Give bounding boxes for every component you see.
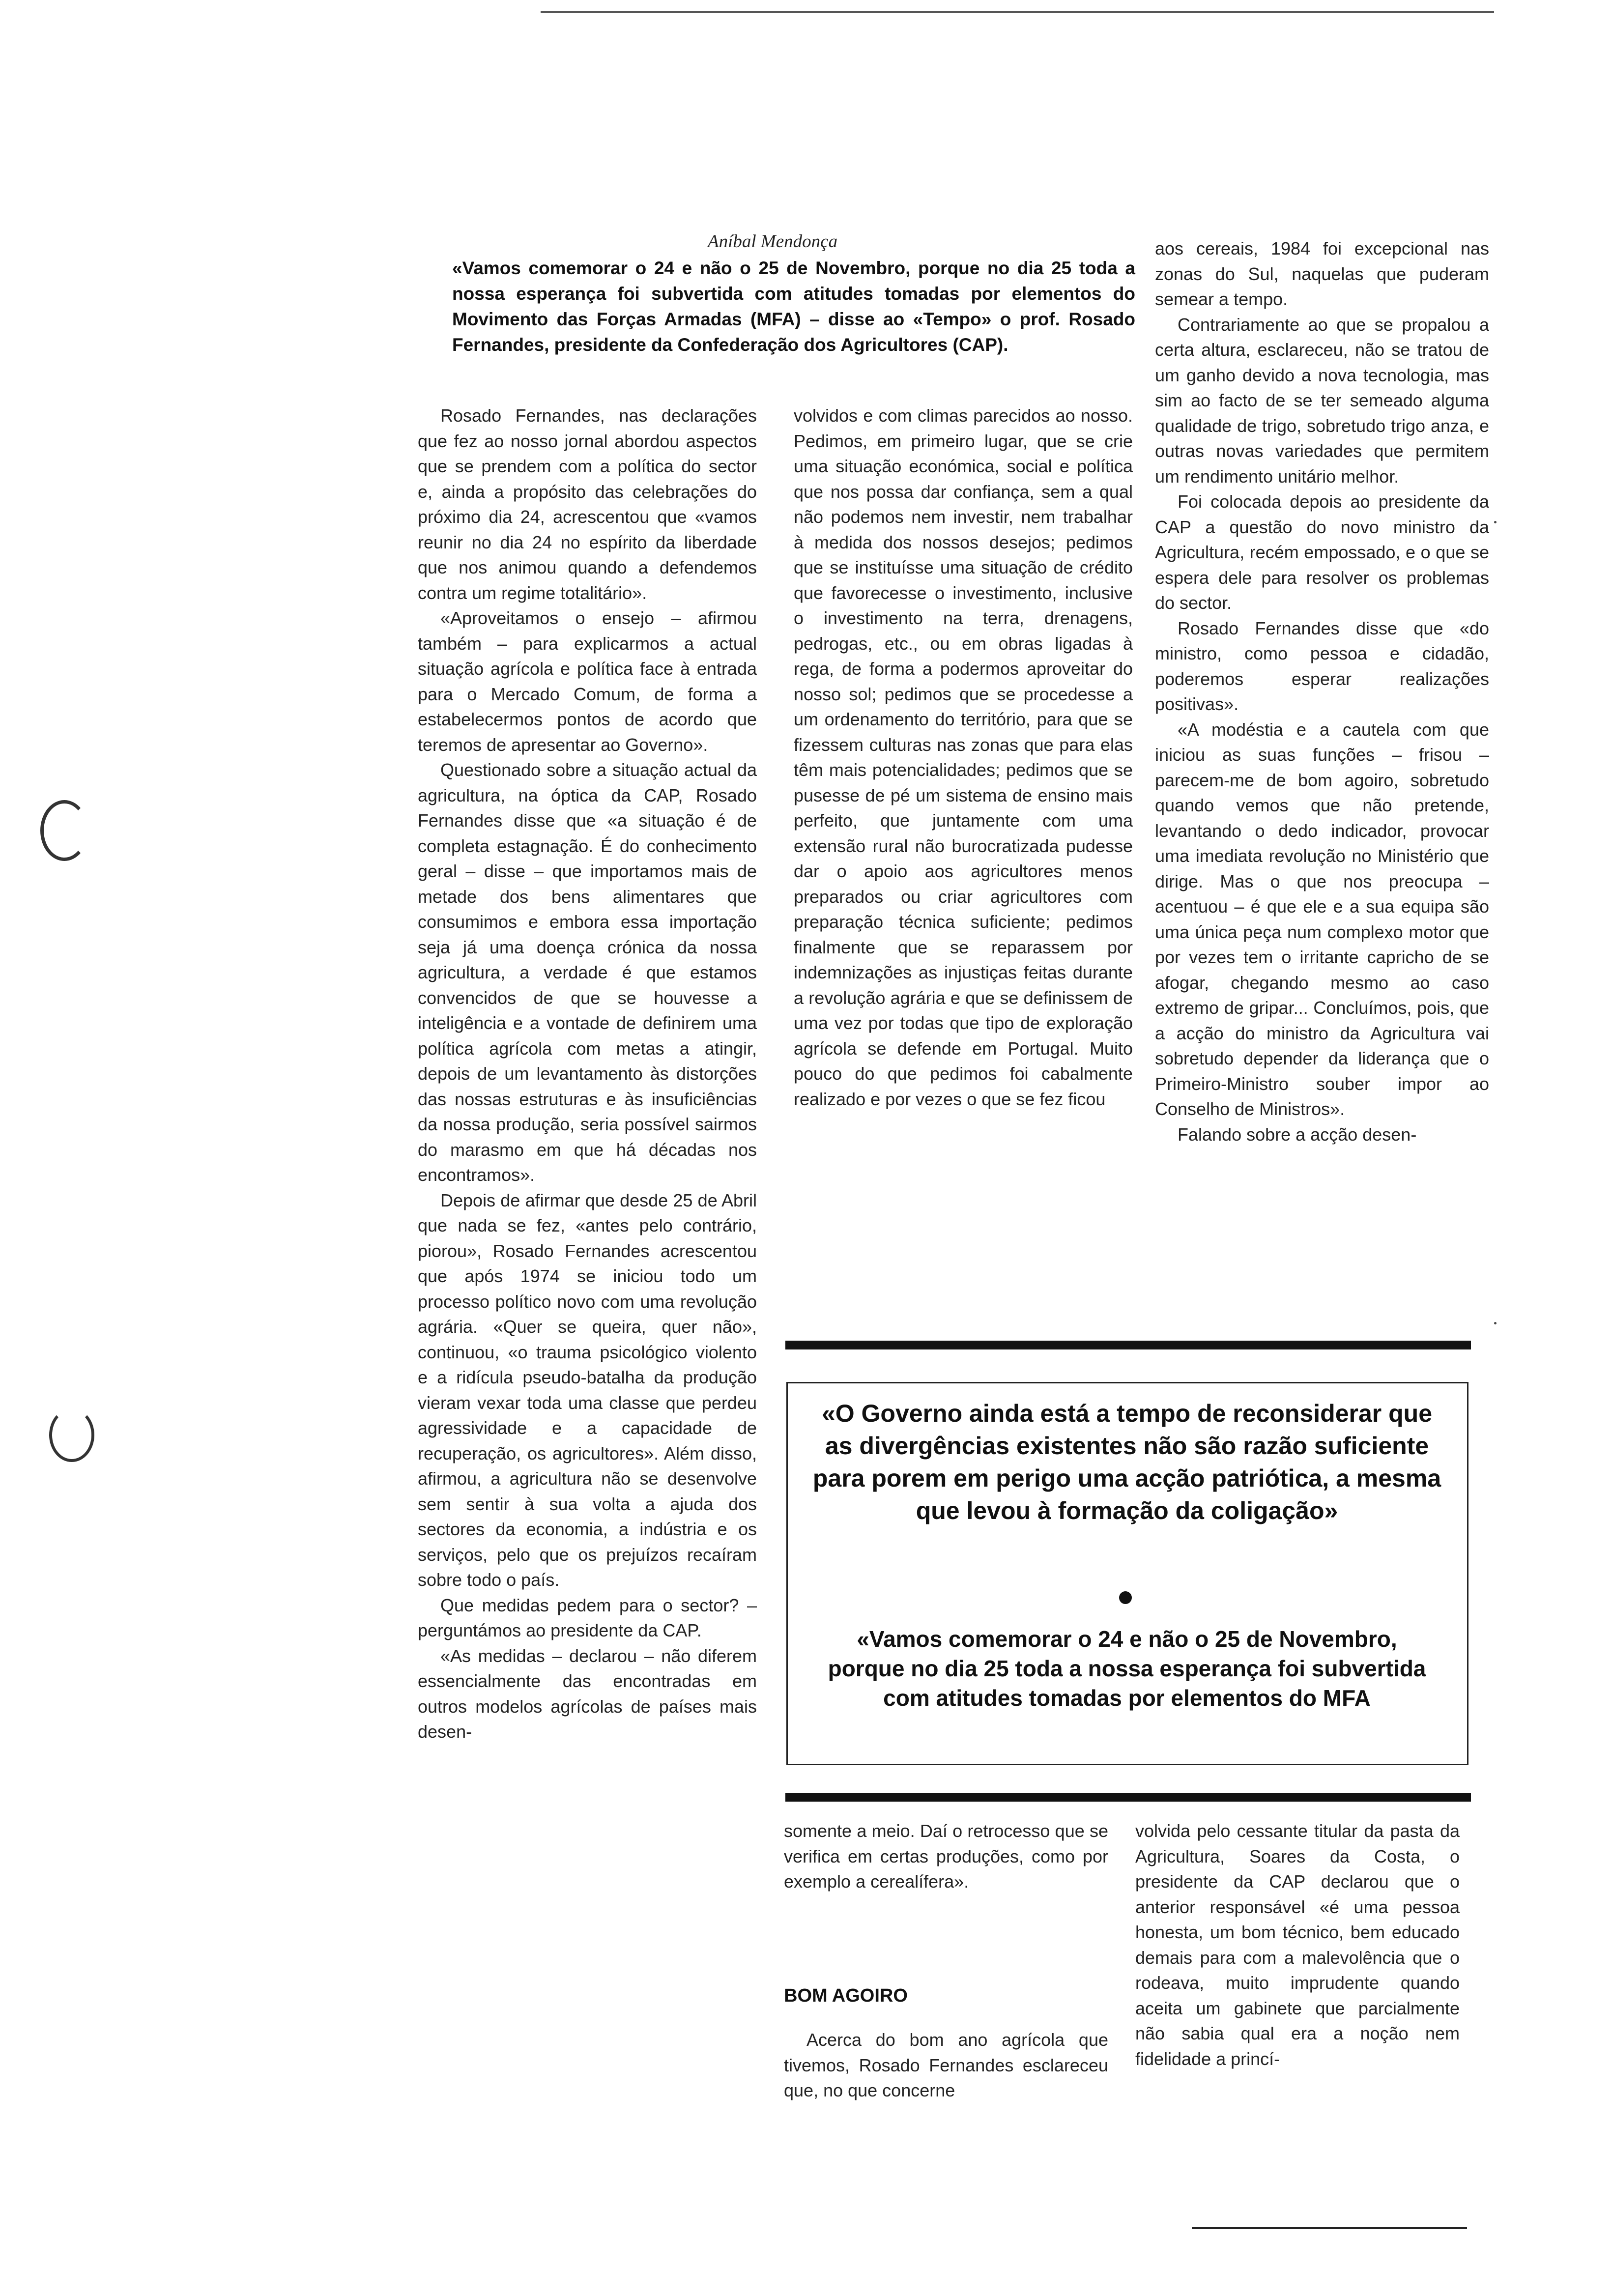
paragraph: «As medidas – declarou – não diferem essencialmente das encontradas em outros modelos agrícolas de países mais desen- xyxy=(418,1645,757,1742)
paragraph: «A modéstia e a cautela com que iniciou as suas funções – frisou – parecem-me de bom agoiro, sobretudo quando vemos que não pretende, levantando o dedo indicador, provocar uma imediata revolução no Ministério que dirige. Mas o que nos preocupa – acentuou – é que ele e a sua equipa são uma única peça num complexo motor que por vezes tem o irritante capricho de se afogar, chegando mesmo ao caso extremo de gripar... Concluímos, pois, que a acção do ministro da Agricultura vai sobretudo depender da liderança que o Primeiro-Ministro souber impor ao Conselho de Ministros». xyxy=(1155,719,1489,1119)
paragraph: Rosado Fernandes, nas declarações que fez ao nosso jornal abordou aspectos que se prendem com a política do sector e, ainda a propósito das celebrações do próximo dia 24, acrescentou que «vamos reunir no dia 24 no espírito da liberdade que nos animou quando a defendemos contra um regime totalitário». xyxy=(418,405,757,603)
paragraph: «Aproveitamos o ensejo – afirmou também – para explicarmos a actual situação agrícola e política face à entrada para o Mercado Comum, de forma a estabelecermos pontos de acordo que teremos de apresentar ao Governo». xyxy=(418,608,757,755)
column-2 xyxy=(794,403,1133,1112)
end-rule xyxy=(1192,2227,1467,2229)
pull-quote-box xyxy=(786,1382,1468,1765)
scan-speck xyxy=(1494,1322,1497,1324)
pull-quote: «O Governo ainda está a tempo de reconsiderar que as divergências existentes não são razão suficiente para porem em perigo uma acção patriótica, a mesma que levou à formação da coligação» xyxy=(812,1400,1441,1524)
paragraph: Questionado sobre a situação actual da agricultura, na óptica da CAP, Rosado Fernandes disse que «a situação é de completa estagnação. É do conhecimento geral – disse – que importamos mais de metade dos bens alimentares que consumimos e embora essa importação seja já uma doença crónica da nossa agricultura, a verdade é que estamos convencidos de que se houvesse a inteligência e a vontade de definirem uma política agrícola com metas a atingir, depois de um levantamento às distorções das nossas estruturas e às insuficiências da nossa produção, seria possível sairmos do marasmo em que há décadas nos encontramos». xyxy=(418,760,757,1185)
paragraph: Rosado Fernandes disse que «do ministro, como pessoa e cidadão, poderemos esperar realizações positivas». xyxy=(1155,618,1489,714)
column-1 xyxy=(418,403,757,1745)
paragraph: Que medidas pedem para o sector? – perguntámos ao presidente da CAP. xyxy=(418,1595,757,1640)
subheading: BOM AGOIRO xyxy=(784,1985,908,2006)
paragraph: aos cereais, 1984 foi excepcional nas zonas do Sul, naquelas que puderam semear a tempo. xyxy=(1155,238,1489,309)
paragraph: volvidos e com climas parecidos ao nosso. Pedimos, em primeiro lugar, que se crie uma situação económica, social e política que nos possa dar confiança, sem a qual não podemos nem investir, nem trabalhar à medida dos nossos desejos; pedimos que se instituísse uma situação de crédito que favorecesse o investimento, inclusive o investimento na terra, drenagens, pedrogas, etc., ou em obras ligadas à rega, de forma a podermos aproveitar do nosso sol; pedimos que se procedesse a um ordenamento do território, para que se fizessem culturas nas zonas que para elas têm mais potencialidades; pedimos que se pusesse de pé um sistema de ensino mais perfeito, que juntamente com uma extensão rural não burocratizada pudesse dar o apoio aos agricultores menos preparados ou criar agricultores com preparação técnica suficiente; pedimos finalmente que se reparassem por indemnizações as injustiças feitas durante a revolução agrária e que se definissem de uma vez por todas que tipo de exploração agrícola se defende em Portugal. Muito pouco do que pedimos foi cabalmente realizado e por vezes o que se fez ficou xyxy=(794,405,1133,1109)
column-2-bottom xyxy=(784,1818,1108,1894)
section-rule xyxy=(785,1341,1471,1349)
paragraph: volvida pelo cessante titular da pasta da Agricultura, Soares da Costa, o presidente da CAP declarou que o anterior responsável «é uma pessoa honesta, um bom técnico, bem educado demais para com a malevolência que o rodeava, muito imprudente quando aceita um gabinete que parcialmente não sabia qual era a noção nem fidelidade a princí- xyxy=(1135,1821,1460,2069)
paragraph: Contrariamente ao que se propalou a certa altura, esclareceu, não se tratou de um ganho devido a nova tecnologia, mas sim ao facto de se ter semeado alguma qualidade de trigo, sobretudo trigo anza, e outras novas variedades que permitem um rendimento unitário melhor. xyxy=(1155,314,1489,487)
bullet-icon xyxy=(1119,1591,1132,1604)
paragraph: Foi colocada depois ao presidente da CAP a questão do novo ministro da Agricultura, recém empossado, e o que se espera dele para resolver os problemas do sector. xyxy=(1155,491,1489,613)
byline: Aníbal Mendonça xyxy=(708,231,838,252)
pull-quote: «Vamos comemorar o 24 e não o 25 de Novembro, porque no dia 25 toda a nossa esperança foi subvertida com atitudes tomadas por elementos do MFA xyxy=(828,1626,1426,1711)
punch-hole-mark xyxy=(40,800,88,861)
punch-hole-mark xyxy=(49,1408,94,1462)
column-3 xyxy=(1155,236,1489,1147)
paragraph: somente a meio. Daí o retrocesso que se verifica em certas produções, como por exemplo a cerealífera». xyxy=(784,1821,1108,1892)
paragraph: Acerca do bom ano agrícola que tivemos, Rosado Fernandes esclareceu que, no que concerne xyxy=(784,2030,1108,2100)
column-2-bottom-continued xyxy=(784,2027,1108,2103)
column-3-bottom xyxy=(1135,1818,1460,2071)
section-rule xyxy=(785,1793,1471,1802)
lead-paragraph: «Vamos comemorar o 24 e não o 25 de Novembro, porque no dia 25 toda a nossa esperança foi subvertida com atitudes tomadas por elementos do Movimento das Forças Armadas (MFA) – disse ao «Tempo» o prof. Rosado Fernandes, presidente da Confederação dos Agricultores (CAP). xyxy=(452,258,1135,355)
scan-top-rule xyxy=(541,11,1494,13)
scan-speck xyxy=(1494,521,1497,523)
paragraph: Depois de afirmar que desde 25 de Abril que nada se fez, «antes pelo contrário, piorou», Rosado Fernandes acrescentou que após 1974 se iniciou todo um processo político novo com uma revolução agrária. «Quer se queira, quer não», continuou, «o trauma psicológico violento e a ridícula pseudo-batalha da produção vieram vexar toda uma classe que perdeu agressividade e a capacidade de recuperação, os agricultores». Além disso, afirmou, a agricultura não se desenvolve sem sentir à sua volta a ajuda dos sectores da economia, a indústria e os serviços, pelo que os prejuízos recaíram sobre todo o país. xyxy=(418,1190,757,1590)
paragraph: Falando sobre a acção desen- xyxy=(1178,1124,1417,1145)
